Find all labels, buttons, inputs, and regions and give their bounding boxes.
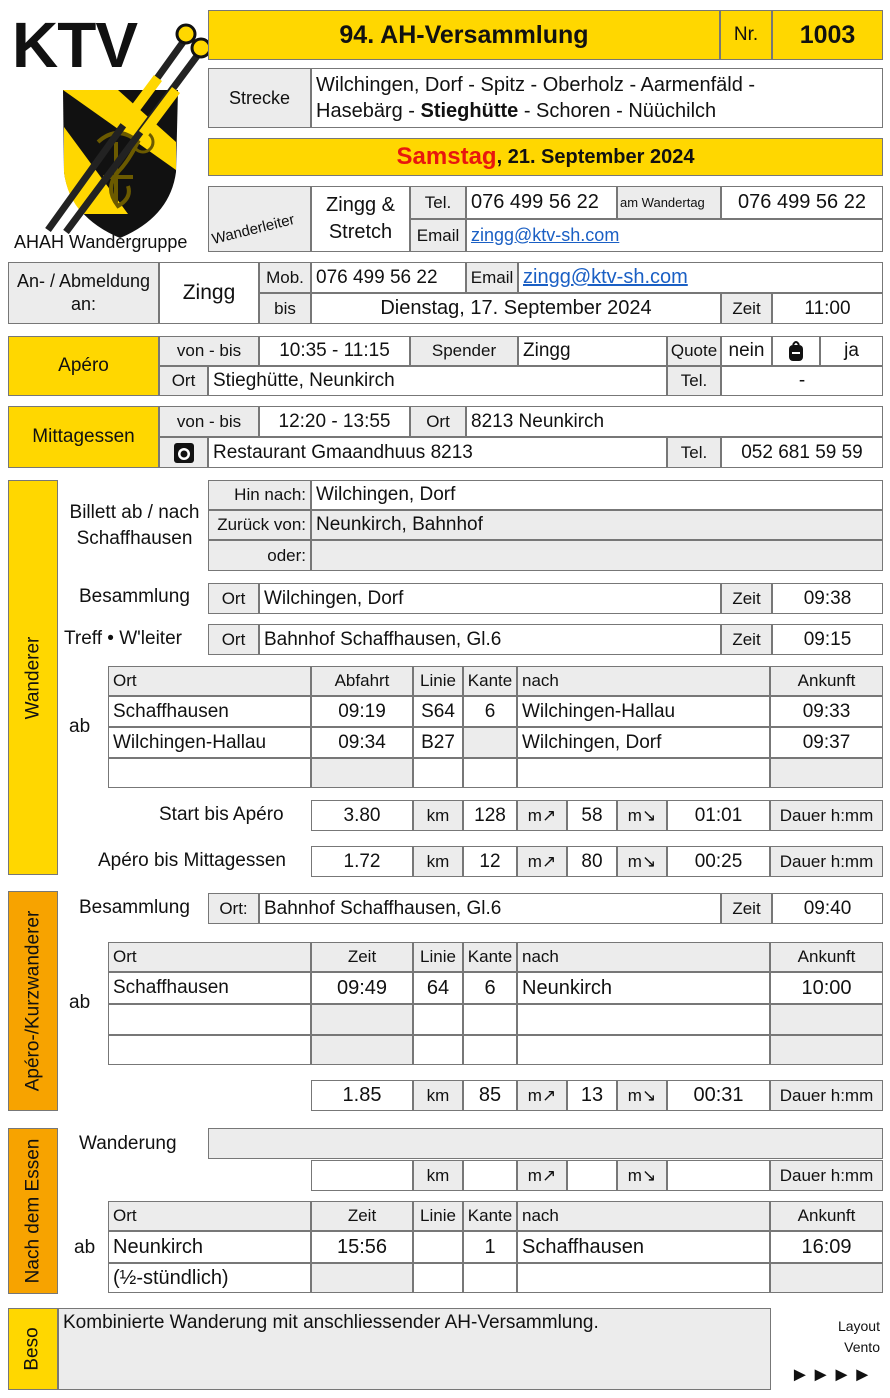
kurz-up-label: m↗ [517, 1080, 567, 1111]
billett-label-1: Billett ab / nach [69, 502, 200, 523]
deadline-date: Dienstag, 17. September 2024 [311, 293, 721, 324]
treff-zeit-label: Zeit [721, 624, 772, 655]
leader-tel: 076 499 56 22 [466, 186, 617, 219]
event-day: Samstag [396, 143, 497, 170]
table-row-cell: Schaffhausen [108, 696, 311, 727]
leader-email-label: Email [410, 219, 466, 252]
leader-label-text: Wanderleiter [210, 210, 297, 248]
leader-name-2: Stretch [328, 221, 393, 243]
stat-down-label: m↘ [617, 846, 667, 877]
stat-up-label: m↗ [517, 800, 567, 831]
mob-number: 076 499 56 22 [311, 262, 466, 293]
table-row-cell: 09:34 [311, 727, 413, 758]
k-col-nach: nach [517, 942, 770, 972]
nach-section-label [8, 1128, 58, 1294]
route-part-3: - Schoren - Nüüchilch [518, 100, 717, 122]
zurueck-value: Neunkirch, Bahnhof [311, 510, 883, 540]
lunch-vonbis-label: von - bis [159, 406, 259, 437]
table-row-cell [311, 1035, 413, 1065]
table-row-cell [413, 1231, 463, 1263]
table-row-cell: Neunkirch [108, 1231, 311, 1263]
besammlung-label: Besammlung [79, 586, 190, 607]
n-col-ort: Ort [108, 1201, 311, 1231]
nach-down [567, 1160, 617, 1191]
stat-up-label: m↗ [517, 846, 567, 877]
table-row-cell: 09:19 [311, 696, 413, 727]
kurz-zeit: 09:40 [772, 893, 883, 924]
n-col-kante: Kante [463, 1201, 517, 1231]
lunch-label: Mittagessen [8, 406, 159, 468]
table-row-cell [311, 1004, 413, 1035]
logo-subtitle: AHAH Wandergruppe [14, 232, 188, 252]
leader-tel-label: Tel. [410, 186, 466, 219]
lunch-tel-label: Tel. [667, 437, 721, 468]
table-row-cell [770, 758, 883, 788]
kurz-down-label: m↘ [617, 1080, 667, 1111]
nach-up-label: m↗ [517, 1160, 567, 1191]
wanderer-section-text: Wanderer [22, 636, 43, 719]
kurz-ort-label: Ort: [208, 893, 259, 924]
kurz-besammlung-label: Besammlung [79, 897, 190, 918]
table-row-cell [770, 1263, 883, 1293]
nach-ab-label: ab [74, 1237, 96, 1258]
table-row-cell: 09:37 [770, 727, 883, 758]
mob-label: Mob. [259, 262, 311, 293]
layout-credit-2: Vento [844, 1339, 880, 1355]
table-row-cell [517, 1263, 770, 1293]
route-text [311, 68, 883, 128]
lunch-time: 12:20 - 13:55 [259, 406, 410, 437]
spender-label: Spender [410, 336, 518, 366]
kurz-dauer-label: Dauer h:mm [770, 1080, 883, 1111]
stat-km: 1.72 [311, 846, 413, 877]
billett-label [62, 500, 207, 552]
stat-label: Start bis Apéro [159, 804, 284, 825]
k-col-linie: Linie [413, 942, 463, 972]
table-row-cell [463, 1263, 517, 1293]
leader-names [311, 186, 410, 252]
am-wandertag-tel: 076 499 56 22 [721, 186, 883, 219]
table-row-cell [463, 758, 517, 788]
registration-email-label: Email [466, 262, 518, 293]
treff-ort-label: Ort [208, 624, 259, 655]
nach-dauer-label: Dauer h:mm [770, 1160, 883, 1191]
table-row-cell: Neunkirch [517, 972, 770, 1004]
beso-text: Kombinierte Wanderung mit anschliessender AH-Versammlung. [58, 1308, 771, 1390]
billett-label-2: Schaffhausen [76, 528, 193, 549]
route-highlight: Stieghütte [420, 100, 519, 122]
quote-value: nein [721, 336, 772, 366]
quote-ja: ja [820, 336, 883, 366]
table-row-cell: 15:56 [311, 1231, 413, 1263]
table-row-cell: Schaffhausen [517, 1231, 770, 1263]
leader-name-1: Zingg & [326, 194, 395, 216]
table-row-cell [770, 1035, 883, 1065]
k-col-ort: Ort [108, 942, 311, 972]
nach-dauer [667, 1160, 770, 1191]
table-row-cell: 6 [463, 696, 517, 727]
registration-label [8, 262, 159, 324]
stat-up: 128 [463, 800, 517, 831]
n-col-zeit: Zeit [311, 1201, 413, 1231]
logo [8, 10, 208, 255]
wanderung-label: Wanderung [79, 1133, 177, 1154]
plate-cutlery-icon [173, 442, 195, 464]
table-row-cell [108, 1004, 311, 1035]
nach-km-label: km [413, 1160, 463, 1191]
nach-down-label: m↘ [617, 1160, 667, 1191]
wanderer-ab-label: ab [69, 716, 91, 737]
table-row-cell [413, 1263, 463, 1293]
table-row-cell: 1 [463, 1231, 517, 1263]
stat-dauer: 01:01 [667, 800, 770, 831]
leader-email-cell [466, 219, 883, 252]
table-row-cell: B27 [413, 727, 463, 758]
stat-km-label: km [413, 846, 463, 877]
stat-down-label: m↘ [617, 800, 667, 831]
besammlung-ort-label: Ort [208, 583, 259, 614]
apero-vonbis-label: von - bis [159, 336, 259, 366]
kurz-ab-label: ab [69, 992, 91, 1013]
stat-km-label: km [413, 800, 463, 831]
hin-value: Wilchingen, Dorf [311, 480, 883, 510]
besammlung-ort: Wilchingen, Dorf [259, 583, 721, 614]
leader-label [208, 186, 311, 252]
hin-label: Hin nach: [208, 480, 311, 510]
k-col-zeit: Zeit [311, 942, 413, 972]
table-row-cell: 09:33 [770, 696, 883, 727]
treff-ort: Bahnhof Schaffhausen, Gl.6 [259, 624, 721, 655]
wanderer-section-label [8, 480, 58, 875]
table-row-cell [517, 1035, 770, 1065]
stat-down: 80 [567, 846, 617, 877]
registration-name: Zingg [159, 262, 259, 324]
apero-ort-label: Ort [159, 366, 208, 396]
layout-credit-1: Layout [837, 1318, 880, 1334]
table-row-cell: Wilchingen-Hallau [108, 727, 311, 758]
table-row-cell [108, 758, 311, 788]
stat-label: Apéro bis Mittagessen [98, 850, 286, 871]
am-wandertag-label: am Wandertag [617, 186, 721, 219]
table-row-cell: (½-stündlich) [108, 1263, 311, 1293]
stat-km: 3.80 [311, 800, 413, 831]
treff-zeit: 09:15 [772, 624, 883, 655]
stat-dauer-label: Dauer h:mm [770, 846, 883, 877]
table-row-cell [517, 1004, 770, 1035]
treff-label: Treff • W'leiter [64, 628, 182, 649]
k-col-ankunft: Ankunft [770, 942, 883, 972]
table-row-cell: 10:00 [770, 972, 883, 1004]
event-title: 94. AH-Versammlung [208, 10, 720, 60]
beso-label-text: Beso [22, 1327, 43, 1371]
zurueck-label: Zurück von: [208, 510, 311, 540]
spender-name: Zingg [518, 336, 667, 366]
lunch-ort: 8213 Neunkirch [466, 406, 883, 437]
table-row-cell: Schaffhausen [108, 972, 311, 1004]
registration-email-link[interactable]: zingg@ktv-sh.com [523, 266, 688, 288]
layout-credit [822, 1316, 880, 1358]
table-row-cell [770, 1004, 883, 1035]
table-row-cell [311, 758, 413, 788]
nr-label: Nr. [720, 10, 772, 60]
registration-label-2: an: [70, 294, 97, 314]
apero-tel-label: Tel. [667, 366, 721, 396]
quote-icon-cell [772, 336, 820, 366]
table-row-cell [463, 727, 517, 758]
route-line-2 [316, 98, 716, 124]
table-row-cell: 16:09 [770, 1231, 883, 1263]
event-number: 1003 [772, 10, 883, 60]
table-row-cell: 6 [463, 972, 517, 1004]
table-row-cell [413, 1035, 463, 1065]
route-part-1: Hasebärg - [316, 100, 421, 122]
kurz-down: 13 [567, 1080, 617, 1111]
leader-email-link[interactable]: zingg@ktv-sh.com [471, 225, 620, 245]
restaurant-icon-cell [159, 437, 208, 468]
table-row-cell: 64 [413, 972, 463, 1004]
route-label: Strecke [208, 68, 311, 128]
bis-label: bis [259, 293, 311, 324]
table-row-cell [108, 1035, 311, 1065]
n-col-linie: Linie [413, 1201, 463, 1231]
oder-label: oder: [208, 540, 311, 571]
backpack-icon [787, 340, 805, 362]
nach-km [311, 1160, 413, 1191]
w-col-ort: Ort [108, 666, 311, 696]
apero-tel: - [721, 366, 883, 396]
table-row-cell: 09:49 [311, 972, 413, 1004]
beso-label [8, 1308, 58, 1390]
stat-dauer-label: Dauer h:mm [770, 800, 883, 831]
registration-email-cell [518, 262, 883, 293]
next-page-arrows[interactable]: ►►►► [790, 1364, 874, 1386]
kurz-section-label [8, 891, 58, 1111]
stat-up: 12 [463, 846, 517, 877]
kurz-km: 1.85 [311, 1080, 413, 1111]
kurz-section-text: Apéro-/Kurzwanderer [22, 910, 43, 1092]
registration-label-1: An- / Abmeldung [16, 271, 151, 291]
stat-down: 58 [567, 800, 617, 831]
apero-time: 10:35 - 11:15 [259, 336, 410, 366]
table-row-cell [413, 758, 463, 788]
nach-section-text: Nach dem Essen [22, 1138, 43, 1284]
table-row-cell [517, 758, 770, 788]
apero-ort: Stieghütte, Neunkirch [208, 366, 667, 396]
restaurant-name: Restaurant Gmaandhuus 8213 [208, 437, 667, 468]
nach-up [463, 1160, 517, 1191]
quote-label: Quote [667, 336, 721, 366]
k-col-kante: Kante [463, 942, 517, 972]
logo-title: KTV [12, 9, 137, 81]
w-col-abfahrt: Abfahrt [311, 666, 413, 696]
wanderung-value [208, 1128, 883, 1159]
besammlung-zeit: 09:38 [772, 583, 883, 614]
kurz-up: 85 [463, 1080, 517, 1111]
oder-value [311, 540, 883, 571]
n-col-nach: nach [517, 1201, 770, 1231]
besammlung-zeit-label: Zeit [721, 583, 772, 614]
deadline-time: 11:00 [772, 293, 883, 324]
stat-dauer: 00:25 [667, 846, 770, 877]
event-date-rest: , 21. September 2024 [496, 145, 695, 168]
table-row-cell [311, 1263, 413, 1293]
table-row-cell [463, 1035, 517, 1065]
table-row-cell: Wilchingen-Hallau [517, 696, 770, 727]
lunch-tel: 052 681 59 59 [721, 437, 883, 468]
apero-label: Apéro [8, 336, 159, 396]
n-col-ankunft: Ankunft [770, 1201, 883, 1231]
hiking-poles-icon [8, 20, 213, 235]
kurz-zeit-label: Zeit [721, 893, 772, 924]
table-row-cell: Wilchingen, Dorf [517, 727, 770, 758]
table-row-cell [413, 1004, 463, 1035]
event-date [208, 138, 883, 176]
route-line-1: Wilchingen, Dorf - Spitz - Oberholz - Aarmenfäld - [316, 74, 756, 96]
lunch-ort-label: Ort [410, 406, 466, 437]
table-row-cell: S64 [413, 696, 463, 727]
w-col-nach: nach [517, 666, 770, 696]
table-row-cell [463, 1004, 517, 1035]
w-col-ankunft: Ankunft [770, 666, 883, 696]
kurz-km-label: km [413, 1080, 463, 1111]
w-col-linie: Linie [413, 666, 463, 696]
kurz-ort: Bahnhof Schaffhausen, Gl.6 [259, 893, 721, 924]
w-col-kante: Kante [463, 666, 517, 696]
kurz-dauer: 00:31 [667, 1080, 770, 1111]
deadline-time-label: Zeit [721, 293, 772, 324]
